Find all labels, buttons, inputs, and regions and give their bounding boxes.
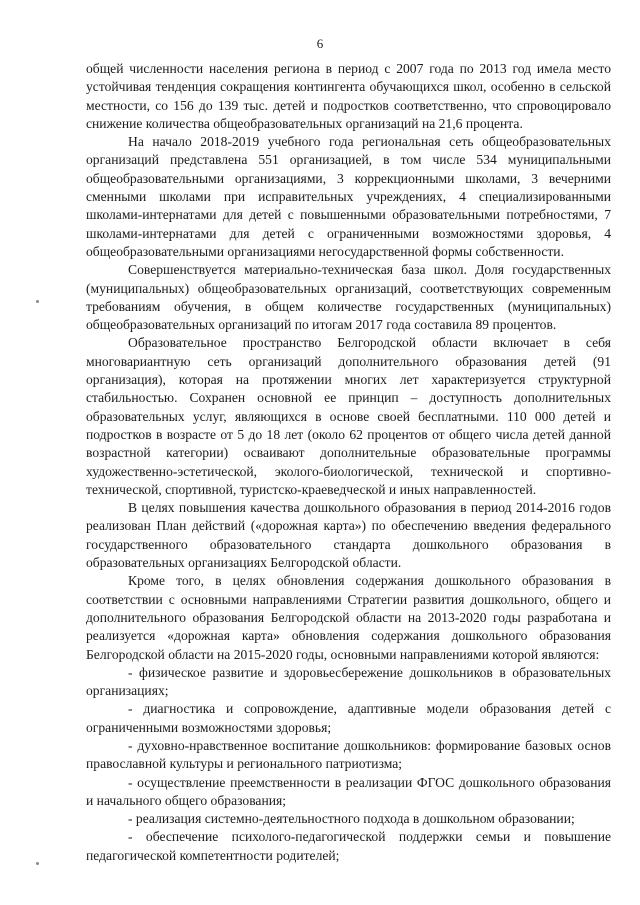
list-item: - обеспечение психолого-педагогической поддержки семьи и повышение педагогической компетентности родителей; [86,829,611,863]
paragraph: общей численности населения региона в период с 2007 года по 2013 год имела место устойчивая тенденция сокращения контингента обучающихся школ, особенно в сельской местности, со 156 до 139 тыс. детей и подростков соответственно, что спровоцировало снижение количества общеобразовательных организаций на 21,6 процента. [86,61,611,131]
list-item: - реализация системно-деятельностного подхода в дошкольном образовании; [128,811,575,827]
document-body [86,60,611,865]
list-item: - духовно-нравственное воспитание дошкольников: формирование базовых основ православной культуры и регионального патриотизма; [86,737,611,772]
list-item: - осуществление преемственности в реализации ФГОС дошкольного образования и начального общего образования; [86,774,611,808]
list-item: - физическое развитие и здоровьесбережение дошкольников в образовательных организациях; [86,664,611,699]
scan-speck [36,862,39,865]
paragraph: Кроме того, в целях обновления содержания дошкольного образования в соответствии с основными направлениями Стратегии развития дошкольного, общего и дополнительного образования Белгородской области на 2013-2020 годы разработана и реализуется «дорожная карта» обновления содержания дошкольного образования Белгородской области на 2015-2020 годы, основными направлениями которой являются: [86,573,611,662]
paragraph: В целях повышения качества дошкольного образования в период 2014-2016 годов реализован План действий («дорожная карта») по обеспечению введения федерального государственного образовательного стандарта дошкольного образования в образовательных организациях Белгородской области. [86,500,611,571]
page-number: 6 [316,36,324,51]
paragraph: Образовательное пространство Белгородской области включает в себя многовариантную сеть организаций дополнительного образования детей (91 организация), которая на протяжении многих лет характеризуется структурной стабильностью. Сохранен основной ее принцип – доступность дополнительных образовательных услуг, являющихся в основе своей бесплатными. 110 000 детей и подростков в возрасте от 5 до 18 лет (около 62 процентов от общего числа детей данной возрастной категории) осваивают дополнительные образовательные программы художественно-эстетической, эколого-биологической, технической и спортивно-технической, спортивной, туристско-краеведческой и иных направленностей. [86,335,611,497]
scan-speck [36,300,39,303]
paragraph: На начало 2018-2019 учебного года региональная сеть общеобразовательных организаций представлена 551 организацией, в том числе 534 муниципальными общеобразовательными организациями, 3 коррекционными школами, 3 вечерними сменными школами при исправительных учреждениях, 4 специализированными школами-интернатами для детей с повышенными образовательными потребностями, 7 школами-интернатами для детей с ограниченными возможностями здоровья, 4 общеобразовательными организациями негосударственной формы собственности. [86,134,611,259]
list-item: - диагностика и сопровождение, адаптивные модели образования детей с ограниченными возможностями здоровья; [86,701,611,735]
paragraph: Совершенствуется материально-техническая база школ. Доля государственных (муниципальных) общеобразовательных организаций, соответствующих современным требованиям обучения, в общем количестве государственных (муниципальных) общеобразовательных организаций по итогам 2017 года составила 89 процентов. [86,262,611,333]
